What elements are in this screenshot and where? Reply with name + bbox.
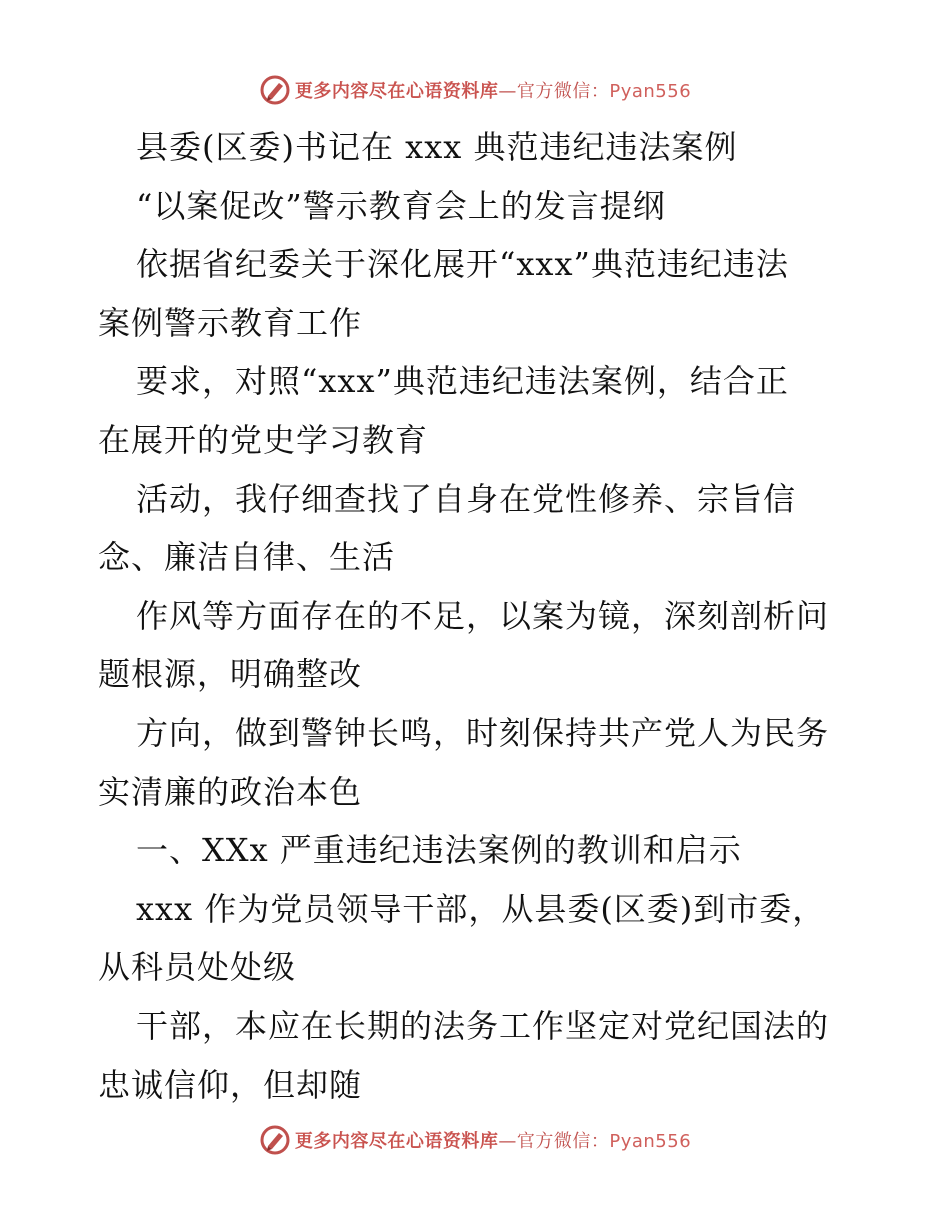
paragraph-line: 案例警示教育工作 bbox=[98, 303, 363, 342]
document-title-line-2: “以案促改”警示教育会上的发言提纲 bbox=[136, 186, 666, 225]
brand-logo-icon bbox=[259, 1124, 291, 1156]
watermark-wechat-id: Pyan556 bbox=[609, 1131, 692, 1152]
watermark-wechat-id: Pyan556 bbox=[609, 81, 692, 102]
watermark-banner-top bbox=[0, 70, 950, 110]
paragraph-line: 要求，对照“xxx”典范违纪违法案例，结合正 bbox=[136, 362, 789, 401]
paragraph-line: 活动，我仔细查找了自身在党性修养、宗旨信 bbox=[136, 479, 797, 518]
paragraph-line: 干部，本应在长期的法务工作坚定对党纪国法的 bbox=[136, 1006, 830, 1045]
section-heading: 一、XXx 严重违纪违法案例的教训和启示 bbox=[136, 831, 742, 870]
watermark-dash: — bbox=[498, 81, 517, 102]
paragraph-line: 依据省纪委关于深化展开“xxx”典范违纪违法 bbox=[136, 245, 789, 284]
watermark-site-text: 更多内容尽在心语资料库 bbox=[294, 81, 499, 102]
paragraph-line: xxx 作为党员领导干部，从县委(区委)到市委， bbox=[136, 889, 826, 928]
watermark-text bbox=[295, 1127, 691, 1153]
watermark-wechat-label: 官方微信： bbox=[516, 1131, 610, 1152]
document-body bbox=[98, 118, 858, 1114]
paragraph-line: 忠诚信仰，但却随 bbox=[98, 1065, 363, 1104]
watermark-banner-bottom bbox=[0, 1120, 950, 1160]
paragraph-line: 题根源，明确整改 bbox=[98, 655, 363, 694]
watermark-wechat-label: 官方微信： bbox=[516, 81, 610, 102]
paragraph-line: 实清廉的政治本色 bbox=[98, 772, 363, 811]
brand-logo-icon bbox=[259, 74, 291, 106]
paragraph-line: 作风等方面存在的不足，以案为镜，深刻剖析问 bbox=[136, 596, 830, 635]
paragraph-line: 从科员处处级 bbox=[98, 948, 297, 987]
paragraph-line: 念、廉洁自律、生活 bbox=[98, 538, 396, 577]
watermark-site-text: 更多内容尽在心语资料库 bbox=[294, 1131, 499, 1152]
paragraph-line: 方向，做到警钟长鸣，时刻保持共产党人为民务 bbox=[136, 713, 830, 752]
watermark-text bbox=[295, 77, 691, 103]
watermark-dash: — bbox=[498, 1131, 517, 1152]
paragraph-line: 在展开的党史学习教育 bbox=[98, 420, 429, 459]
document-title-line-1: 县委(区委)书记在 xxx 典范违纪违法案例 bbox=[136, 128, 738, 166]
